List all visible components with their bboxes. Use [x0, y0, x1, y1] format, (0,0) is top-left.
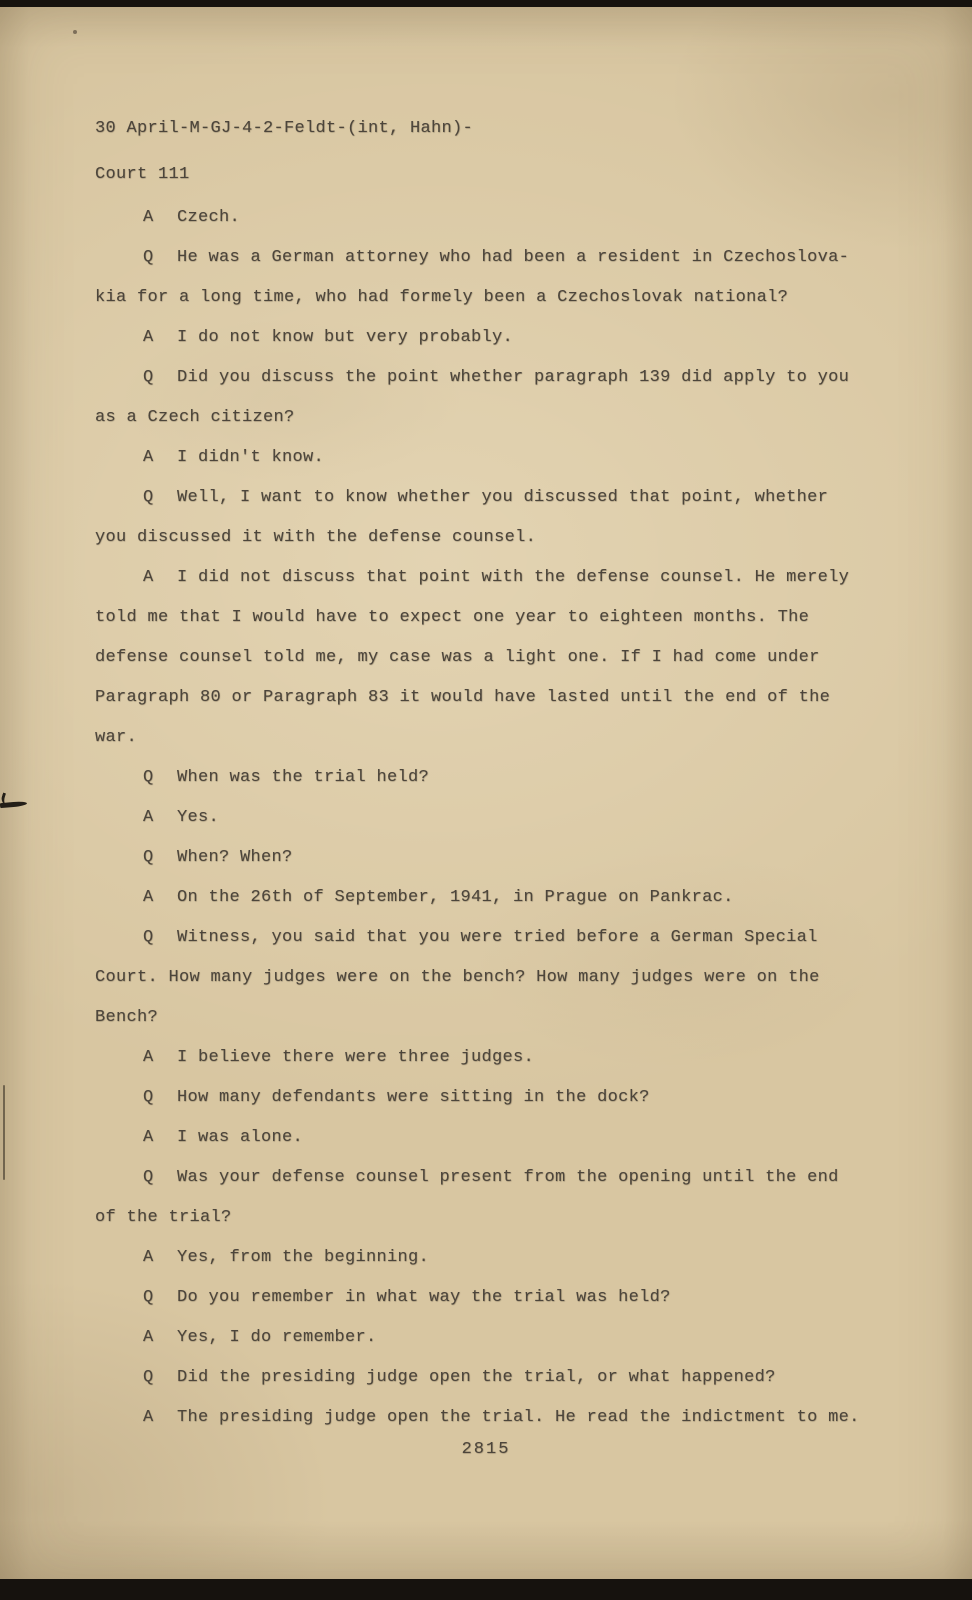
scan-edge-bottom [0, 1579, 972, 1600]
speaker-label: Q [143, 1368, 154, 1387]
speaker-label: Q [143, 928, 154, 947]
transcript-line: as a Czech citizen? [95, 408, 295, 427]
transcript-line: A Yes, from the beginning. [95, 1238, 932, 1278]
transcript-line: Paragraph 80 or Paragraph 83 it would have lasted until the end of the [95, 688, 831, 707]
transcript-line: war. [95, 728, 138, 747]
transcript-line: A I believe there were three judges. [95, 1038, 932, 1078]
speaker-label: A [143, 1128, 154, 1147]
transcript-line: told me that I would have to expect one year to eighteen months. The [95, 608, 810, 627]
transcript-body [95, 198, 932, 1438]
speaker-label: Q [143, 848, 154, 867]
speaker-label: Q [143, 768, 154, 787]
transcript-line: Q Did you discuss the point whether paragraph 139 did apply to you [95, 358, 932, 398]
speaker-label: A [143, 1048, 154, 1067]
transcript-line: kia for a long time, who had formely been a Czechoslovak national? [95, 288, 789, 307]
speaker-label: A [143, 448, 154, 467]
speaker-label: Q [143, 488, 154, 507]
ink-mark [0, 794, 30, 812]
transcript-line: Bench? [95, 1008, 159, 1027]
transcript-line: A Yes, I do remember. [95, 1318, 932, 1358]
paper-speck [73, 30, 77, 34]
transcript-line: of the trial? [95, 1208, 232, 1227]
transcript-line: Q Do you remember in what way the trial was held? [95, 1278, 932, 1318]
speaker-label: Q [143, 368, 154, 387]
scratch-mark [3, 1085, 5, 1180]
transcript-line: you discussed it with the defense counsel. [95, 528, 537, 547]
speaker-label: A [143, 568, 154, 587]
transcript-line: Q When? When? [95, 838, 932, 878]
speaker-label: Q [143, 1088, 154, 1107]
page-number: 2815 [461, 1440, 511, 1459]
transcript-line: Q He was a German attorney who had been a resident in Czechoslova- [95, 238, 932, 278]
transcript-line: Court. How many judges were on the bench? How many judges were on the [95, 968, 820, 987]
header-line-2: Court 111 [95, 165, 190, 184]
transcript-line: Q How many defendants were sitting in the dock? [95, 1078, 932, 1118]
header-line-1: 30 April-M-GJ-4-2-Feldt-(int, Hahn)- [95, 119, 474, 138]
transcript-line: Q Well, I want to know whether you discussed that point, whether [95, 478, 932, 518]
transcript-line: Q When was the trial held? [95, 758, 932, 798]
transcript-line: A I was alone. [95, 1118, 932, 1158]
transcript-line: A I did not discuss that point with the defense counsel. He merely [95, 558, 932, 598]
scan-edge-top [0, 0, 972, 7]
transcript-line: A On the 26th of September, 1941, in Prague on Pankrac. [95, 878, 932, 918]
speaker-label: A [143, 1248, 154, 1267]
transcript-line: A I do not know but very probably. [95, 318, 932, 358]
transcript-content [95, 106, 932, 1438]
transcript-line: A Czech. [95, 198, 932, 238]
transcript-line: Q Was your defense counsel present from the opening until the end [95, 1158, 932, 1198]
speaker-label: Q [143, 1168, 154, 1187]
speaker-label: A [143, 328, 154, 347]
speaker-label: A [143, 1408, 154, 1427]
speaker-label: A [143, 1328, 154, 1347]
speaker-label: Q [143, 1288, 154, 1307]
transcript-line: A Yes. [95, 798, 932, 838]
transcript-line: Q Did the presiding judge open the trial, or what happened? [95, 1358, 932, 1398]
transcript-line: Q Witness, you said that you were tried before a German Special [95, 918, 932, 958]
transcript-line: A I didn't know. [95, 438, 932, 478]
transcript-line: A The presiding judge open the trial. He read the indictment to me. [95, 1398, 932, 1438]
speaker-label: A [143, 208, 154, 227]
speaker-label: A [143, 888, 154, 907]
speaker-label: Q [143, 248, 154, 267]
speaker-label: A [143, 808, 154, 827]
transcript-line: defense counsel told me, my case was a light one. If I had come under [95, 648, 820, 667]
